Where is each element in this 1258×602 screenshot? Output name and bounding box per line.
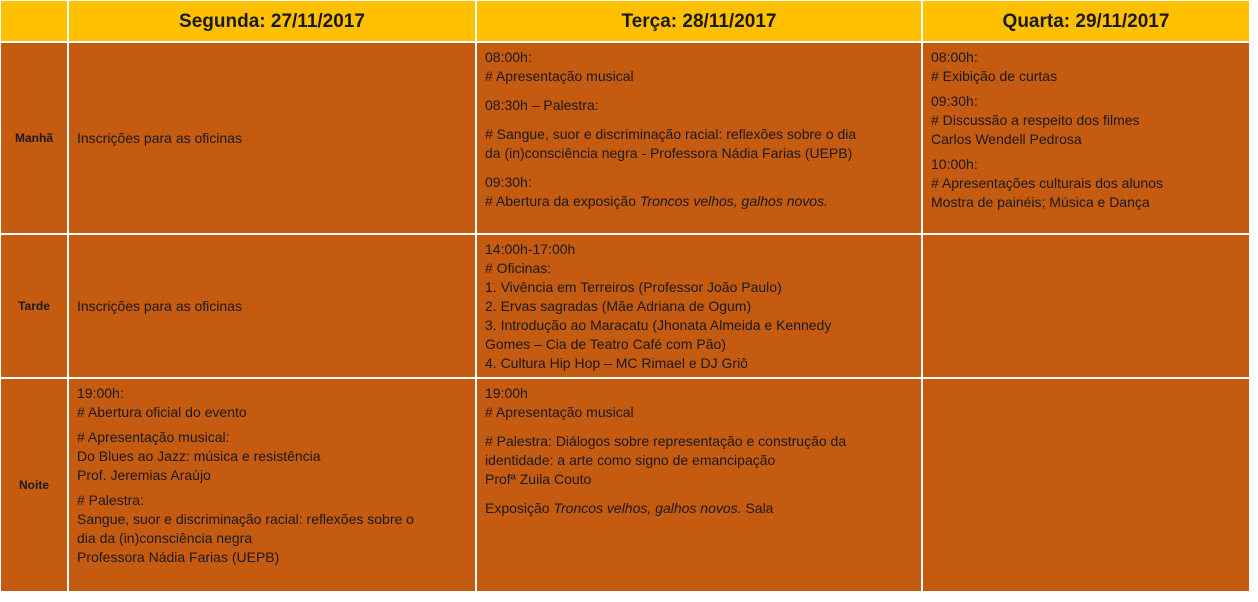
row-label-noite: Noite: [0, 378, 68, 592]
manha-terca-lecture-line1: # Sangue, suor e discriminação racial: reflexões sobre o dia: [485, 126, 857, 142]
noite-terca-lecture-line1: # Palestra: Diálogos sobre representação e construção da: [485, 433, 847, 449]
noite-terca-lecture-line2: identidade: a arte como signo de emancipação: [485, 452, 776, 468]
manha-terca-cell: [476, 42, 922, 234]
manha-segunda-text: Inscrições para as oficinas: [77, 129, 242, 146]
manha-terca-event1: # Apresentação musical: [485, 68, 634, 84]
tarde-quarta-cell: [922, 234, 1250, 378]
noite-segunda-time: 19:00h:: [77, 385, 124, 401]
noite-terca-music: # Apresentação musical: [485, 404, 634, 420]
manha-quarta-time3: 10:00h:: [931, 156, 978, 172]
header-terca: Terça: 28/11/2017: [476, 0, 922, 42]
tarde-terca-heading: # Oficinas:: [485, 260, 552, 276]
noite-segunda-music-heading: # Apresentação musical:: [77, 429, 230, 445]
tarde-segunda-cell: [68, 234, 476, 378]
row-label-manha: Manhã: [0, 42, 68, 234]
noite-terca-cell: [476, 378, 922, 592]
manha-quarta-event3: # Apresentações culturais dos alunos: [931, 175, 1163, 191]
manha-terca-exhibition: [485, 192, 913, 211]
noite-terca-exhibition-title: Troncos velhos, galhos novos.: [553, 500, 742, 516]
row-label-tarde: Tarde: [0, 234, 68, 378]
noite-terca-exhibition-room: Sala: [741, 500, 774, 516]
manha-terca-exhibition-title: Troncos velhos, galhos novos.: [639, 193, 828, 209]
noite-segunda-opening: # Abertura oficial do evento: [77, 404, 247, 420]
noite-segunda-lecture-line2: dia da (in)consciência negra: [77, 530, 253, 546]
manha-terca-time2: 08:30h – Palestra:: [485, 97, 599, 113]
tarde-terca-workshop-3-cont: Gomes – Cia de Teatro Café com Pão): [485, 336, 726, 352]
noite-segunda-lecture-line1: Sangue, suor e discriminação racial: reflexões sobre o: [77, 511, 414, 527]
noite-terca-exhibition: [485, 499, 913, 518]
manha-quarta-event2: # Discussão a respeito dos filmes: [931, 112, 1140, 128]
header-segunda: Segunda: 27/11/2017: [68, 0, 476, 42]
manha-quarta-event1: # Exibição de curtas: [931, 68, 1058, 84]
tarde-terca-workshop-3: 3. Introdução ao Maracatu (Jhonata Almeida e Kennedy: [485, 317, 832, 333]
noite-terca-exhibition-text: Exposição: [485, 500, 554, 516]
tarde-terca-workshop-1: 1. Vivência em Terreiros (Professor João Paulo): [485, 279, 782, 295]
tarde-terca-workshop-2: 2. Ervas sagradas (Mãe Adriana de Ogum): [485, 298, 752, 314]
manha-terca-time1: 08:00h:: [485, 49, 532, 65]
manha-segunda-cell: [68, 42, 476, 234]
noite-segunda-music-speaker: Prof. Jeremias Araújo: [77, 467, 211, 483]
noite-segunda-cell: [68, 378, 476, 592]
noite-terca-time: 19:00h: [485, 385, 528, 401]
manha-quarta-time1: 08:00h:: [931, 49, 978, 65]
header-quarta: Quarta: 29/11/2017: [922, 0, 1250, 42]
tarde-terca-cell: [476, 234, 922, 378]
manha-quarta-time2: 09:30h:: [931, 93, 978, 109]
noite-quarta-cell: [922, 378, 1250, 592]
noite-segunda-lecture-heading: # Palestra:: [77, 492, 144, 508]
tarde-segunda-text: Inscrições para as oficinas: [77, 297, 242, 314]
header-blank-cell: [0, 0, 68, 42]
noite-segunda-music-title: Do Blues ao Jazz: música e resistência: [77, 448, 321, 464]
tarde-terca-time: 14:00h-17:00h: [485, 241, 576, 257]
manha-terca-lecture-line2: da (in)consciência negra - Professora Nádia Farias (UEPB): [485, 145, 853, 161]
manha-terca-time3: 09:30h:: [485, 174, 532, 190]
noite-terca-lecture-speaker: Profª Zuila Couto: [485, 471, 592, 487]
noite-segunda-lecture-speaker: Professora Nádia Farias (UEPB): [77, 549, 280, 565]
manha-terca-exhibition-text: # Abertura da exposição: [485, 193, 640, 209]
manha-quarta-event2-speaker: Carlos Wendell Pedrosa: [931, 131, 1082, 147]
manha-quarta-cell: [922, 42, 1250, 234]
manha-quarta-event3-detail: Mostra de painéis; Música e Dança: [931, 194, 1150, 210]
tarde-terca-workshop-4: 4. Cultura Hip Hop – MC Rimael e DJ Griô: [485, 355, 748, 371]
